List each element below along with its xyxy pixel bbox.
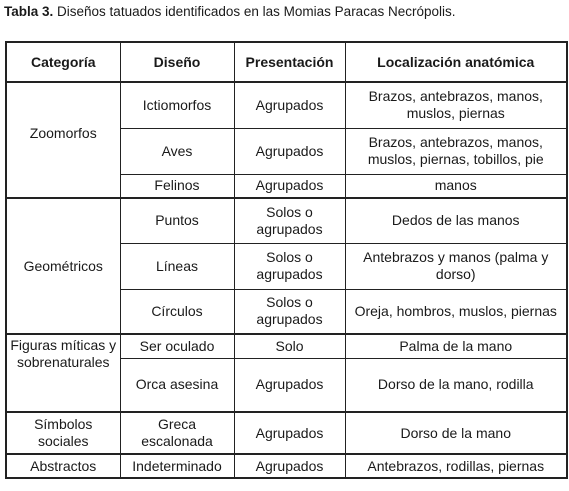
- design-cell: Puntos: [120, 198, 234, 243]
- tattoo-designs-table: [5, 41, 568, 479]
- presentation-cell: Solo: [234, 334, 345, 358]
- location-cell: Antebrazos, rodillas, piernas: [345, 454, 567, 478]
- header-presentation: Presentación: [234, 42, 345, 82]
- presentation-cell: Solos o agrupados: [234, 198, 345, 243]
- presentation-cell: Agrupados: [234, 82, 345, 128]
- location-cell: Antebrazos y manos (palma y dorso): [345, 243, 567, 289]
- presentation-cell: Solos o agrupados: [234, 289, 345, 334]
- location-cell: manos: [345, 174, 567, 198]
- table-caption-label: Tabla 3.: [4, 4, 54, 19]
- design-cell: Felinos: [120, 174, 234, 198]
- design-cell: Indeterminado: [120, 454, 234, 478]
- design-cell: Greca escalonada: [120, 412, 234, 454]
- table-caption-text: Diseños tatuados identificados en las Momias Paracas Necrópolis.: [53, 4, 456, 19]
- location-cell: Dedos de las manos: [345, 198, 567, 243]
- design-cell: Círculos: [120, 289, 234, 334]
- presentation-cell: Agrupados: [234, 128, 345, 174]
- table-row: [6, 198, 567, 243]
- design-cell: Líneas: [120, 243, 234, 289]
- location-cell: Dorso de la mano: [345, 412, 567, 454]
- design-cell: Orca asesina: [120, 358, 234, 412]
- category-cell: Abstractos: [6, 454, 120, 478]
- design-cell: Aves: [120, 128, 234, 174]
- design-cell: Ictiomorfos: [120, 82, 234, 128]
- table-caption: [4, 3, 455, 20]
- header-design: Diseño: [120, 42, 234, 82]
- table-header-row: [6, 42, 567, 82]
- presentation-cell: Agrupados: [234, 174, 345, 198]
- table-row: [6, 412, 567, 454]
- location-cell: Oreja, hombros, muslos, piernas: [345, 289, 567, 334]
- category-cell: Símbolos sociales: [6, 412, 120, 454]
- group-simbolos-sociales: [6, 412, 567, 454]
- header-category: Categoría: [6, 42, 120, 82]
- presentation-cell: Solos o agrupados: [234, 243, 345, 289]
- group-figuras-miticas: [6, 334, 567, 412]
- presentation-cell: Agrupados: [234, 454, 345, 478]
- category-cell: Zoomorfos: [6, 82, 120, 198]
- presentation-cell: Agrupados: [234, 412, 345, 454]
- location-cell: Brazos, antebrazos, manos, muslos, piernas: [345, 82, 567, 128]
- group-abstractos: [6, 454, 567, 478]
- table-row: [6, 82, 567, 128]
- table-row: [6, 334, 567, 358]
- table-row: [6, 454, 567, 478]
- group-zoomorfos: [6, 82, 567, 198]
- presentation-cell: Agrupados: [234, 358, 345, 412]
- location-cell: Brazos, antebrazos, manos, muslos, piernas, tobillos, pie: [345, 128, 567, 174]
- category-cell: Geométricos: [6, 198, 120, 334]
- group-geometricos: [6, 198, 567, 334]
- header-location: Localización anatómica: [345, 42, 567, 82]
- design-cell: Ser oculado: [120, 334, 234, 358]
- location-cell: Palma de la mano: [345, 334, 567, 358]
- location-cell: Dorso de la mano, rodilla: [345, 358, 567, 412]
- category-cell: Figuras míticas y sobrenaturales: [6, 334, 120, 412]
